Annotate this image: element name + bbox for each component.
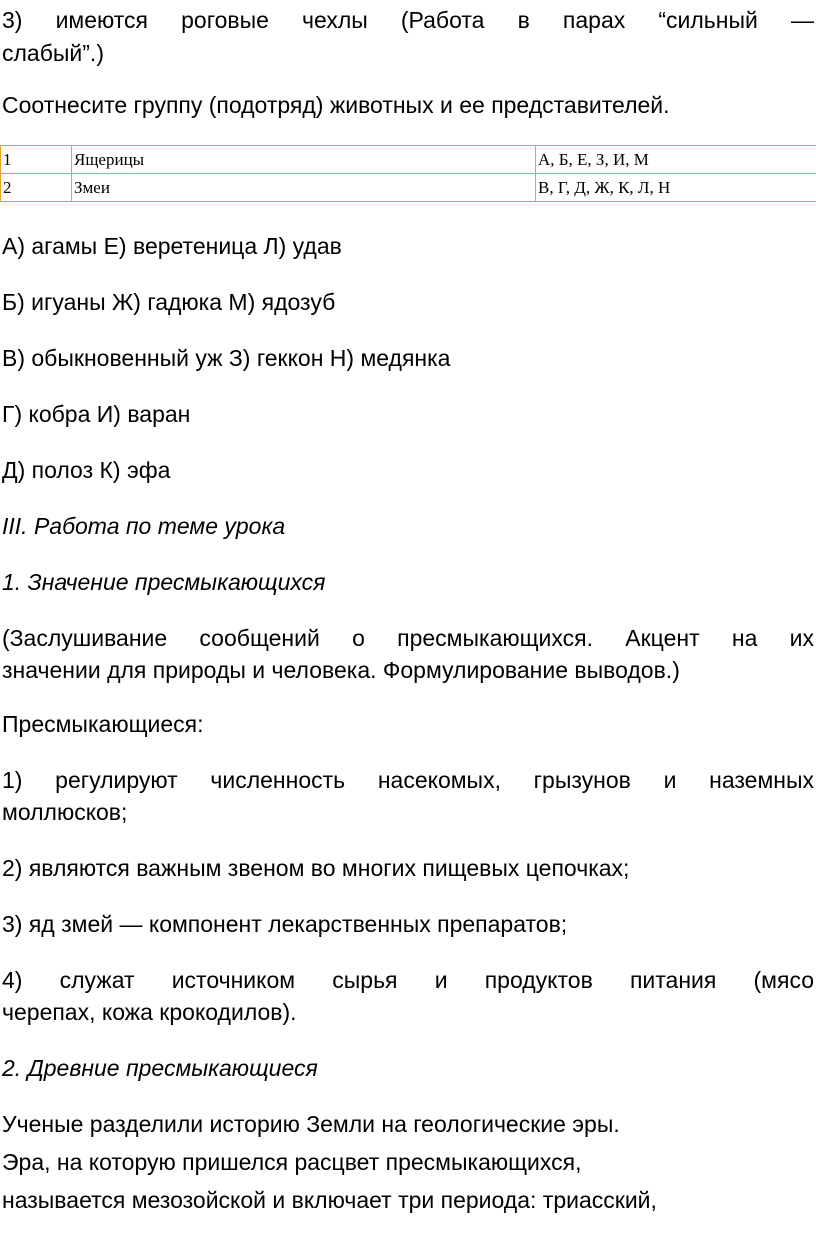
point-4-line-2: черепах, кожа крокодилов). <box>2 999 297 1025</box>
section-title: III. Работа по теме урока <box>2 513 286 539</box>
matching-table <box>0 145 816 202</box>
note-line-2: значении для природы и человека. Формулирование выводов.) <box>2 657 680 683</box>
option-line: В) обыкновенный уж З) геккон Н) медянка <box>2 345 451 371</box>
row-number: 1 <box>1 146 72 174</box>
group-name: Ящерицы <box>72 146 536 174</box>
task-text: Соотнесите группу (подотряд) животных и ее представителей. <box>2 92 670 118</box>
history-line-1: Ученые разделили историю Земли на геологические эры. <box>2 1111 620 1137</box>
reptiles-heading: Пресмыкающиеся: <box>2 711 204 737</box>
point-1-line-1: 1) регулируют численность насекомых, грызунов и наземных <box>2 767 814 793</box>
option-line: А) агамы Е) веретеница Л) удав <box>2 233 342 259</box>
subsection-title-1: 1. Значение пресмыкающихся <box>2 569 326 595</box>
option-line: Г) кобра И) варан <box>2 401 191 427</box>
row-number: 2 <box>1 174 72 202</box>
point-3: 3) яд змей — компонент лекарственных препаратов; <box>2 911 568 937</box>
point-1-line-2: моллюсков; <box>2 799 128 825</box>
intro-line-1: 3) имеются роговые чехлы (Работа в парах “сильный — <box>2 7 814 33</box>
history-line-2: Эра, на которую пришелся расцвет пресмыкающихся, <box>2 1149 582 1175</box>
group-answer: В, Г, Д, Ж, К, Л, Н <box>536 174 816 202</box>
subsection-title-2: 2. Древние пресмыкающиеся <box>2 1055 318 1081</box>
option-line: Д) полоз К) эфа <box>2 457 171 483</box>
table-row <box>1 174 816 202</box>
option-line: Б) игуаны Ж) гадюка М) ядозуб <box>2 289 336 315</box>
group-answer: А, Б, Е, З, И, М <box>536 146 816 174</box>
intro-line-2: слабый”.) <box>2 40 104 66</box>
note-line-1: (Заслушивание сообщений о пресмыкающихся. Акцент на их <box>2 625 814 651</box>
history-line-3: называется мезозойской и включает три периода: триасский, <box>2 1187 657 1213</box>
table-row <box>1 146 816 174</box>
point-4-line-1: 4) служат источником сырья и продуктов питания (мясо <box>2 967 814 993</box>
point-2: 2) являются важным звеном во многих пищевых цепочках; <box>2 855 630 881</box>
group-name: Змеи <box>72 174 536 202</box>
